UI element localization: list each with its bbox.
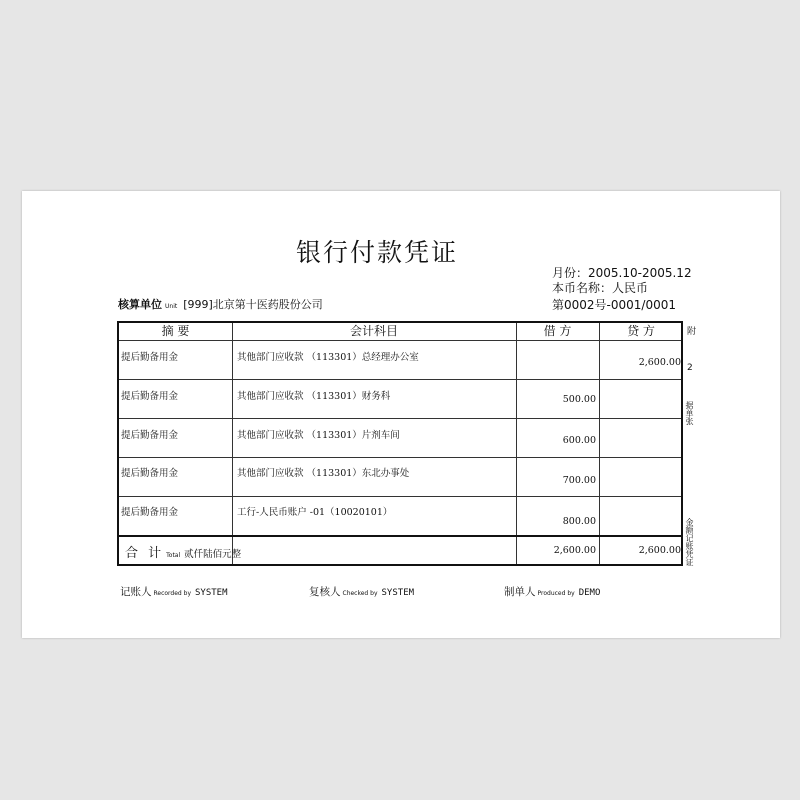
checker-label-en: Checked by bbox=[342, 590, 378, 597]
period-text: 月份：2005.10-2005.12 bbox=[552, 266, 692, 280]
table-row bbox=[119, 380, 681, 418]
table-row bbox=[119, 497, 681, 535]
attach-count: 2 bbox=[687, 363, 693, 373]
total-label bbox=[125, 542, 241, 561]
total-debit: 2,600.00 bbox=[553, 545, 596, 556]
row-account: 其他部门应收款 （113301）东北办事处 bbox=[237, 468, 410, 479]
bookkeeper-label: 记账人 bbox=[120, 586, 152, 598]
bookkeeper-name: SYSTEM bbox=[195, 588, 228, 598]
unit-value: [999]北京第十医药股份公司 bbox=[183, 298, 323, 311]
row-debit: 500.00 bbox=[562, 394, 596, 405]
preparer-label-en: Produced by bbox=[537, 590, 575, 597]
voucher-number: 第0002号-0001/0001 bbox=[552, 298, 676, 312]
row-summary: 提后勤备用金 bbox=[121, 391, 179, 402]
row-debit: 600.00 bbox=[562, 435, 596, 446]
attach-label: 附 bbox=[687, 327, 697, 337]
row-summary: 提后勤备用金 bbox=[121, 352, 179, 363]
row-credit: 2,600.00 bbox=[638, 357, 681, 368]
row-account: 其他部门应收款 （113301）片剂车间 bbox=[237, 430, 400, 441]
preparer-label: 制单人 bbox=[504, 586, 536, 598]
preparer-signature bbox=[504, 584, 600, 599]
row-summary: 提后勤备用金 bbox=[121, 507, 179, 518]
voucher-table bbox=[117, 321, 683, 566]
table-row bbox=[119, 341, 681, 379]
currency-text: 本币名称：人民币 bbox=[552, 281, 649, 295]
bookkeeper-signature bbox=[120, 584, 228, 599]
bookkeeper-label-en: Recorded by bbox=[153, 590, 191, 597]
total-label-text: 合 计 bbox=[125, 546, 165, 561]
total-label-en: Total bbox=[166, 552, 181, 559]
voucher-stamp-label: 金额记账凭证 bbox=[685, 518, 694, 566]
checker-signature bbox=[309, 584, 414, 599]
total-row bbox=[119, 537, 681, 566]
voucher-title: 银行付款凭证 bbox=[295, 238, 458, 267]
row-account: 工行-人民币账户 -01（10020101） bbox=[237, 507, 393, 518]
table-row bbox=[119, 458, 681, 496]
row-summary: 提后勤备用金 bbox=[121, 430, 179, 441]
header-summary: 摘 要 bbox=[161, 324, 190, 338]
unit-label-en: Unit bbox=[165, 303, 178, 310]
header-debit: 借 方 bbox=[543, 324, 572, 338]
row-account: 其他部门应收款 （113301）财务科 bbox=[237, 391, 391, 402]
unit-label: 核算单位 bbox=[118, 298, 162, 311]
header-credit: 贷 方 bbox=[627, 324, 655, 338]
docs-label: 据单张 bbox=[685, 401, 694, 425]
preparer-name: DEMO bbox=[578, 588, 601, 598]
checker-label: 复核人 bbox=[309, 586, 341, 598]
total-amount-words: 贰仟陆佰元整 bbox=[184, 549, 242, 560]
header-account: 会计科目 bbox=[349, 324, 398, 338]
total-credit: 2,600.00 bbox=[638, 545, 681, 556]
accounting-unit bbox=[118, 296, 323, 312]
table-row bbox=[119, 419, 681, 457]
row-debit: 700.00 bbox=[562, 475, 596, 486]
voucher-paper bbox=[22, 191, 780, 638]
row-summary: 提后勤备用金 bbox=[121, 468, 179, 479]
row-debit: 800.00 bbox=[562, 516, 596, 527]
checker-name: SYSTEM bbox=[381, 588, 415, 598]
row-account: 其他部门应收款 （113301）总经理办公室 bbox=[237, 352, 419, 363]
